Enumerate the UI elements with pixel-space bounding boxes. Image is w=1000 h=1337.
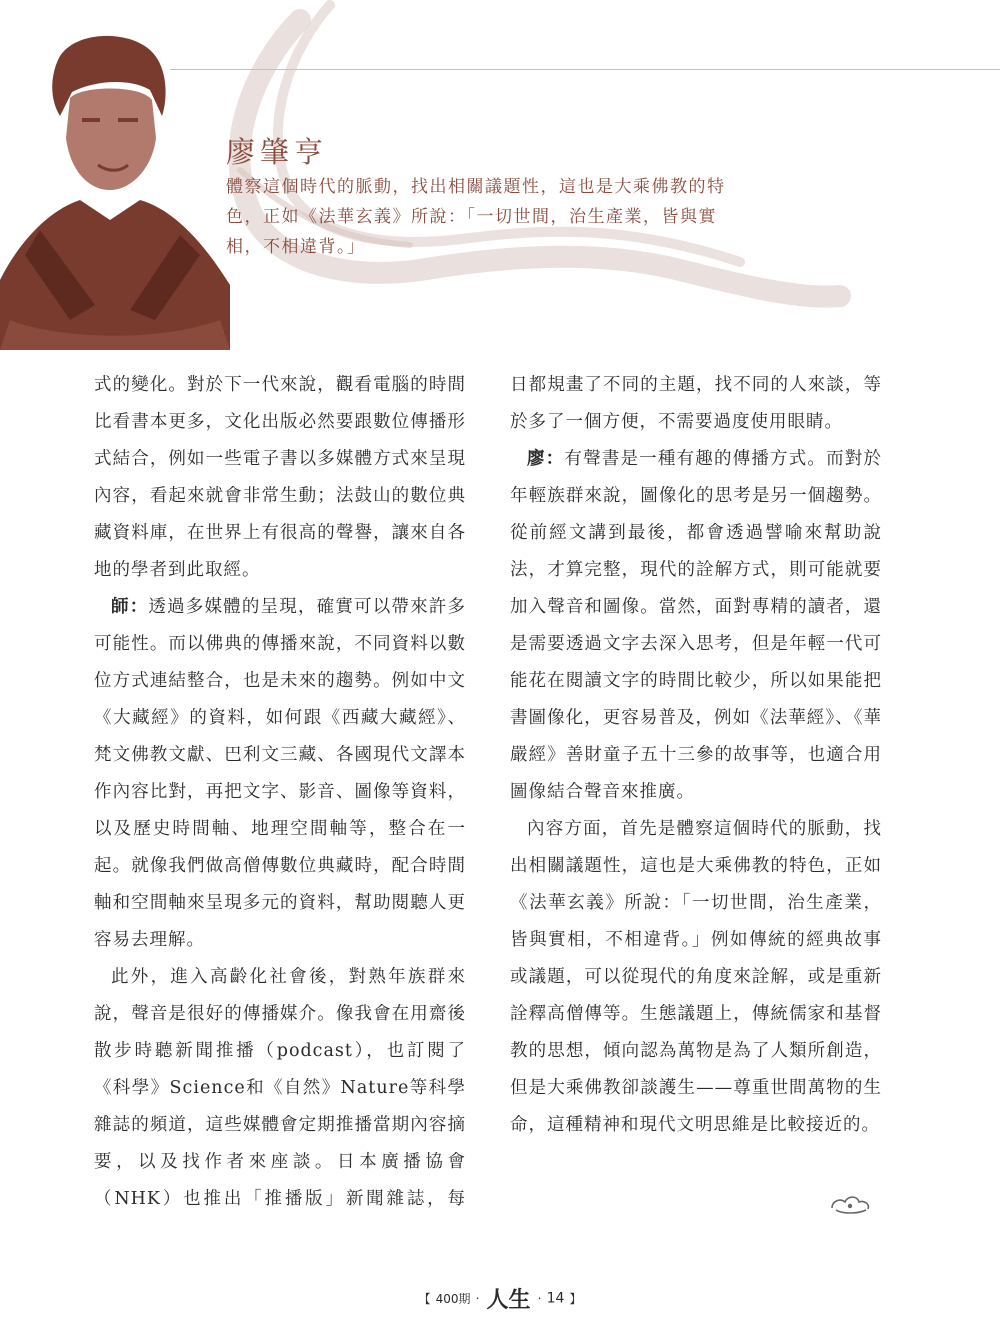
footer-separator: ·: [537, 1291, 542, 1306]
speaker-label: 廖：: [527, 449, 565, 469]
paragraph-text: 透過多媒體的呈現，確實可以帶來許多可能性。而以佛典的傳播來說，不同資料以數位方式連結整合，也是未來的趨勢。例如中文《大藏經》的資料，如何跟《西藏大藏經》、梵文佛教文獻、巴利文三藏、各國現代文譯本作內容比對，再把文字、影音、圖像等資料，以及歷史時間軸、地理空間軸等，整合在一起。就像我們做高僧傳數位典藏時，配合時間軸和空間軸來呈現多元的資料，幫助閱聽人更容易去理解。: [94, 597, 467, 950]
magazine-title: 人生: [486, 1287, 531, 1313]
footer-bracket-close: 】: [569, 1292, 582, 1306]
footer-bracket-open: 【: [418, 1292, 431, 1306]
portrait-illustration: [0, 20, 230, 350]
paragraph: [94, 589, 466, 959]
paragraph: [510, 441, 882, 811]
pull-quote: 體察這個時代的脈動，找出相關議題性，這也是大乘佛教的特色，正如《法華玄義》所說：「一切世間，治生產業，皆與實相，不相違背。」: [226, 177, 726, 257]
left-column: [94, 367, 466, 1218]
speaker-label: 師：: [111, 597, 149, 617]
paragraph: 日都規畫了不同的主題，找不同的人來談，等於多了一個方便，不需要過度使用眼睛。: [510, 375, 882, 432]
speaker-name: 廖肇亨: [226, 135, 329, 169]
issue-number: 400期: [435, 1292, 471, 1306]
header-rule: [170, 69, 1000, 70]
paragraph: 式的變化。對於下一代來說，觀看電腦的時間比看書本更多，文化出版必然要跟數位傳播形式結合，例如一些電子書以多媒體方式來呈現內容，看起來就會非常生動；法鼓山的數位典藏資料庫，在世界上有很高的聲譽，讓來自各地的學者到此取經。: [94, 375, 466, 580]
cloud-ornament-icon: [828, 1192, 874, 1216]
paragraph: 內容方面，首先是體察這個時代的脈動，找出相關議題性，這也是大乘佛教的特色，正如《法華玄義》所說：「一切世間，治生產業，皆與實相，不相違背。」例如傳統的經典故事或議題，可以從現代的角度來詮解，或是重新詮釋高僧傳等。生態議題上，傳統儒家和基督教的思想，傾向認為萬物是為了人類所創造，但是大乘佛教卻談護生——尊重世間萬物的生命，這種精神和現代文明思維是比較接近的。: [510, 819, 882, 1135]
footer-separator: ·: [475, 1291, 480, 1306]
page-footer: [0, 1283, 1000, 1314]
paragraph: 此外，進入高齡化社會後，對熟年族群來說，聲音是很好的傳播媒介。像我會在用齋後散步時聽新聞推播（podcast），也訂閱了《科學》Science和《自然》Nature等科學雜誌的頻道，這些媒體會定期推播當期內容摘要，以及找作者來座談。日本廣播協會（NHK）也推出「推播版」新聞雜誌，每: [94, 967, 466, 1209]
right-column: [510, 367, 882, 1144]
page-number: 14: [546, 1290, 565, 1307]
paragraph-text: 有聲書是一種有趣的傳播方式。而對於年輕族群來說，圖像化的思考是另一個趨勢。從前經文講到最後，都會透過譬喻來幫助說法，才算完整，現代的詮解方式，則可能就要加入聲音和圖像。當然，面對專精的讀者，還是需要透過文字去深入思考，但是年輕一代可能花在閱讀文字的時間比較少，所以如果能把書圖像化，更容易普及，例如《法華經》、《華嚴經》善財童子五十三參的故事等，也適合用圖像結合聲音來推廣。: [510, 449, 883, 802]
